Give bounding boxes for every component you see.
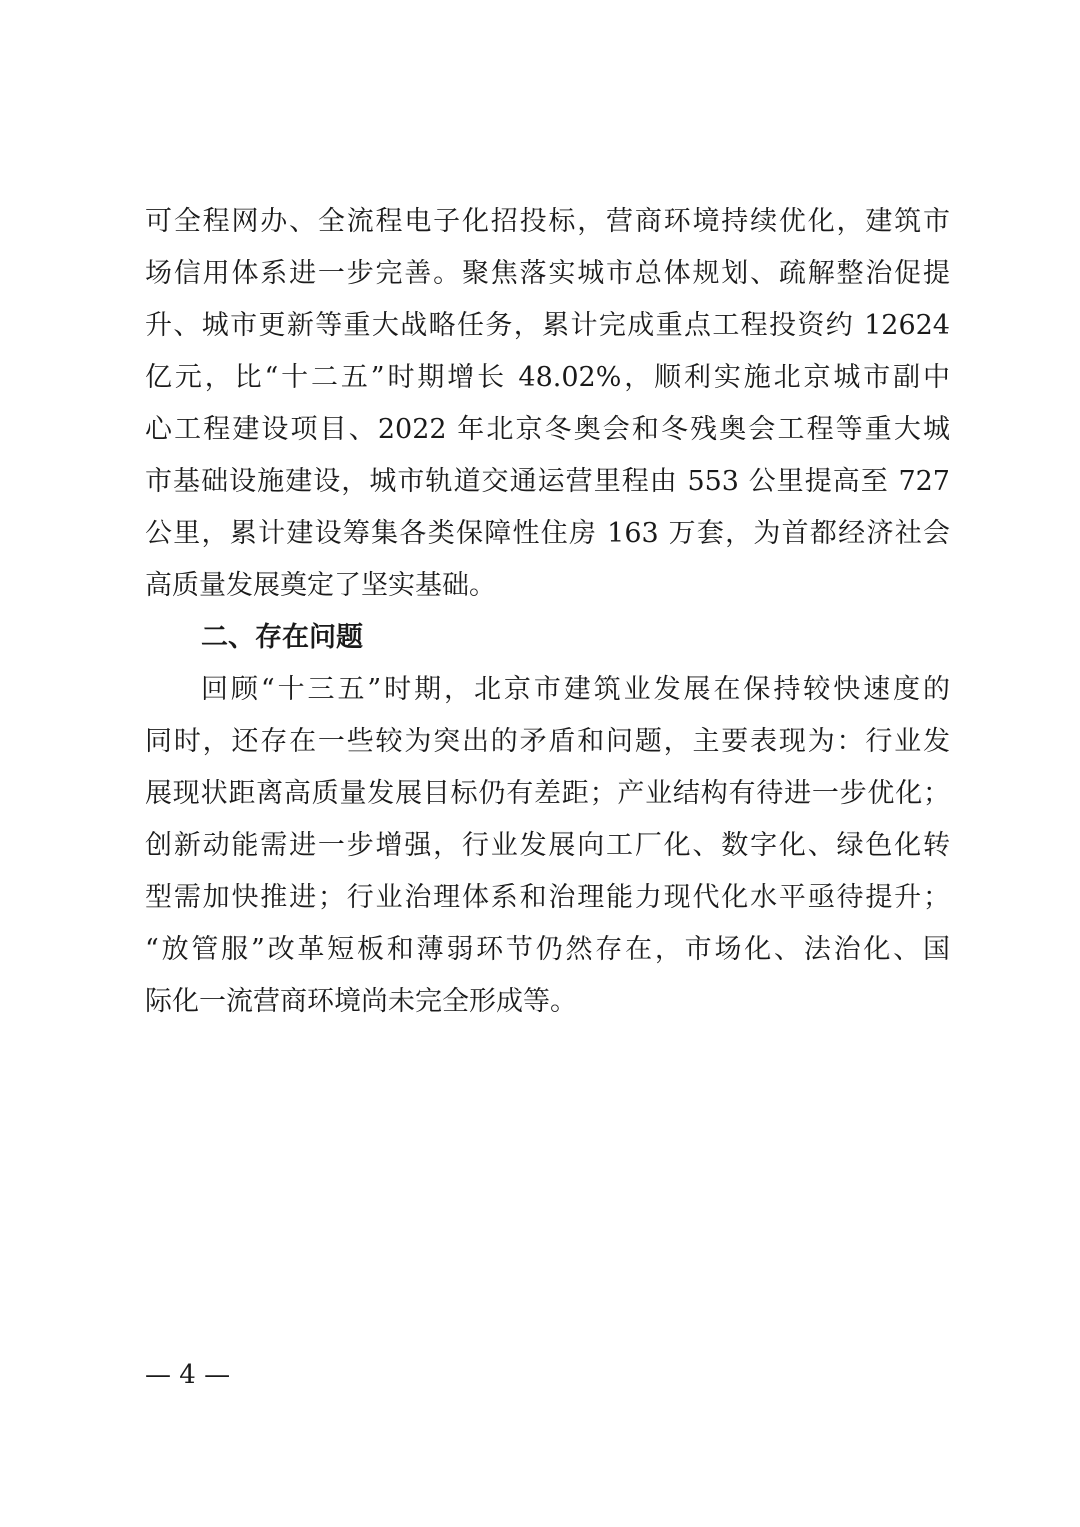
paragraph-line: 际化一流营商环境尚未完全形成等。 bbox=[145, 986, 577, 1017]
paragraph-line: 同时，还存在一些较为突出的矛盾和问题，主要表现为：行业发 bbox=[145, 726, 950, 757]
section-problems bbox=[145, 612, 950, 1028]
paragraph-line: 创新动能需进一步增强，行业发展向工厂化、数字化、绿色化转 bbox=[145, 830, 950, 861]
paragraph-line: 可全程网办、全流程电子化招投标，营商环境持续优化，建筑市 bbox=[145, 206, 950, 237]
paragraph-line: 升、城市更新等重大战略任务，累计完成重点工程投资约 12624 bbox=[145, 310, 950, 341]
paragraph-line: 市基础设施建设，城市轨道交通运营里程由 553 公里提高至 727 bbox=[145, 466, 950, 497]
paragraph-line: 展现状距离高质量发展目标仍有差距；产业结构有待进一步优化； bbox=[145, 778, 950, 809]
paragraph-line: 型需加快推进；行业治理体系和治理能力现代化水平亟待提升； bbox=[145, 882, 950, 913]
paragraph-line: 公里，累计建设筹集各类保障性住房 163 万套，为首都经济社会 bbox=[145, 518, 950, 549]
paragraph-line: 场信用体系进一步完善。聚焦落实城市总体规划、疏解整治促提 bbox=[145, 258, 950, 289]
paragraph-line: 心工程建设项目、2022 年北京冬奥会和冬残奥会工程等重大城 bbox=[145, 414, 950, 445]
paragraph-line: 高质量发展奠定了坚实基础。 bbox=[145, 570, 496, 601]
paragraph-continued bbox=[145, 196, 950, 612]
section-heading: 二、存在问题 bbox=[201, 622, 363, 653]
paragraph-line: “放管服”改革短板和薄弱环节仍然存在，市场化、法治化、国 bbox=[145, 934, 950, 965]
page-number: — 4 — bbox=[145, 1360, 231, 1390]
paragraph-line: 亿元，比“十二五”时期增长 48.02%，顺利实施北京城市副中 bbox=[145, 362, 950, 393]
paragraph-line: 回顾“十三五”时期，北京市建筑业发展在保持较快速度的 bbox=[201, 674, 950, 705]
